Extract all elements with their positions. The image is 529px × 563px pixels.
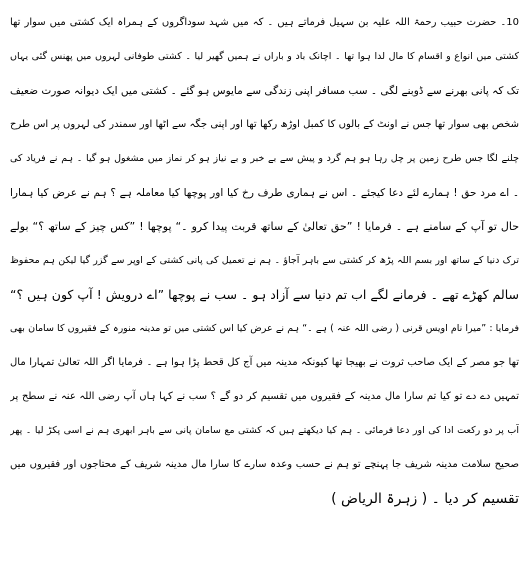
text-line-5: چلنے لگا جس طرح زمین پر چل رہا ہو ہم گرد و پیش سے بے خبر و بے نیاز ہو کر نماز میں مشغول ہو گیا ۔ ہم نے فریاد کی [10, 153, 519, 164]
text-line-4: شخص بھی سوار تھا جس نے اونٹ کے بالوں کا کمبل اوڑھ رکھا تھا اور اپنی جگہ سے اٹھا اور سمندر کی لہروں پر اس طرح [10, 119, 519, 130]
text-line-3: تک کہ پانی بھرنے سے ڈوبنے لگی ۔ سب مسافر اپنی زندگی سے مایوس ہو گئے ۔ کشتی میں ایک دیوانہ صورت ضعیف [10, 85, 519, 97]
urdu-paragraph [10, 6, 519, 516]
text-line-12: تمہیں دے دے تو کیا تم سارا مال مدینہ کے فقیروں میں تقسیم کر دو گے ؟ سب نے کہا ہاں آپ رضی اللہ عنہ نے سطح پر [10, 391, 519, 402]
text-line-14: صحیح سلامت مدینہ شریف جا پہنچے تو ہم نے حسب وعدہ سارے کا سارا مال مدینہ شریف کے محتاجوں اور فقیروں میں [10, 459, 519, 470]
text-line-6: ۔ اے مرد حق ! ہمارے لئے دعا کیجئے ۔ اس نے ہماری طرف رخ کیا اور پوچھا کیا معاملہ ہے ؟ ہم نے عرض کیا ہمارا [10, 187, 519, 199]
text-line-7: حال تو آپ کے سامنے ہے ۔ فرمایا ! ”حق تعالیٰ کے ساتھ قربت پیدا کرو ۔“ پوچھا ! ”کس چیز کے ساتھ ؟“ بولے [10, 220, 519, 233]
text-line-8: ترک دنیا کے ساتھ اور بسم اللہ پڑھ کر کشتی سے باہر آجاؤ ۔ ہم نے تعمیل کی پانی کشتی کے اوپر سے گزر گیا لیکن ہم محفوظ [10, 255, 519, 266]
text-line-11: تھا جو مصر کے ایک صاحب ثروت نے بھیجا تھا کیونکہ مدینہ میں آج کل قحط پڑا ہوا ہے ۔ فرمایا اگر اللہ تعالیٰ تمہارا مال [10, 357, 519, 368]
text-line-9: سالم کھڑے تھے ۔ فرمانے لگے اب تم دنیا سے آزاد ہو ۔ سب نے پوچھا ”اے درویش ! آپ کون ہیں ؟“ [10, 287, 519, 302]
text-line-2: کشتی میں انواع و اقسام کا مال لدا ہوا تھا ۔ اچانک باد و باراں نے ہمیں گھیر لیا ۔ کشتی طوفانی لہروں میں پھنس گئی یہاں [10, 51, 519, 62]
text-line-13: آب پر دو رکعت ادا کی اور دعا فرمائی ۔ ہم کیا دیکھتے ہیں کہ کشتی مع سامان پانی سے باہر ابھری ہم نے اسی پکڑ لیا ۔ پھر [10, 425, 519, 436]
text-line-10: فرمایا : ”میرا نام اویس قرنی ( رضی اللہ عنہ ) ہے ۔“ ہم نے عرض کیا اس کشتی میں تو مدینہ منورہ کے فقیروں کا سامان بھی [10, 323, 519, 334]
text-line-1: 10۔ حضرت حبیب رحمۃ اللہ علیہ بن سہیل فرماتے ہیں ۔ کہ میں شہد سوداگروں کے ہمراہ ایک کشتی میں سوار تھا [10, 17, 519, 28]
text-line-15: تقسیم کر دیا ۔ ( زہرۃ الریاض ) [331, 491, 519, 507]
